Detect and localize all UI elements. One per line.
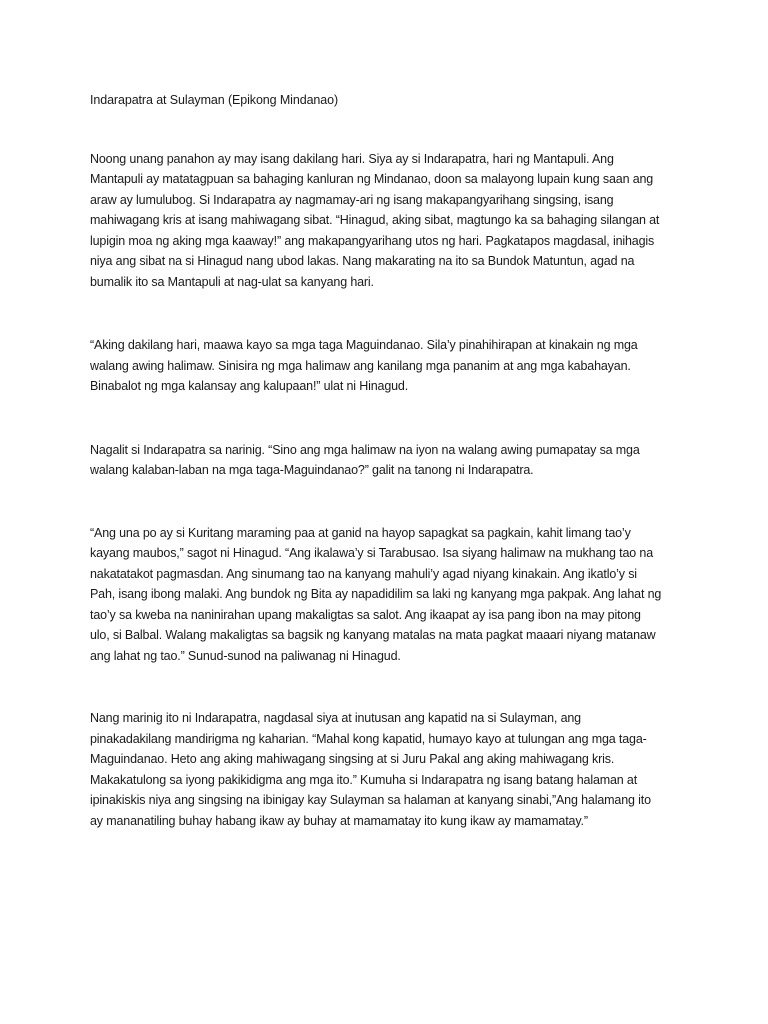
paragraph-2: “Aking dakilang hari, maawa kayo sa mga taga Maguindanao. Sila’y pinahihirapan at kinakain ng mga walang awing halimaw. Sinisira ng mga halimaw ang kanilang mga pananim at ang mga kabahayan. Binabalot ng mga kalansay ang kalupaan!” ulat ni Hinagud. — [90, 338, 638, 393]
document-title: Indarapatra at Sulayman (Epikong Mindanao) — [90, 93, 339, 107]
document-body — [90, 90, 675, 831]
paragraph-5: Nang marinig ito ni Indarapatra, nagdasal siya at inutusan ang kapatid na si Sulayman, ang pinakadakilang mandirigma ng kaharian. “Mahal kong kapatid, humayo kayo at tulungan ang mga taga- Maguindanao. Heto ang aking mahiwagang singsing at si Juru Pakal ang aking mahiwagang kris. Makakatulong sa iyong pakikidigma ang mga ito.” Kumuha si Indarapatra ng isang batang halaman at ipinakiskis niya ang singsing na ibinigay kay Sulayman sa halaman at kanyang sinabi,”Ang halamang ito ay mananatiling buhay habang ikaw ay buhay at mamamatay ito kung ikaw ay mamamatay.” — [90, 711, 651, 828]
paragraph-4: “Ang una po ay si Kuritang maraming paa at ganid na hayop sapagkat sa pagkain, kahit limang tao’y kayang maubos,” sagot ni Hinagud. “Ang ikalawa’y si Tarabusao. Isa siyang halimaw na mukhang tao na nakatatakot pagmasdan. Ang sinumang tao na kanyang mahuli’y agad niyang kinakain. Ang ikatlo’y si Pah, isang ibong malaki. Ang bundok ng Bita ay napadidilim sa laki ng kanyang mga pakpak. Ang lahat ng tao’y sa kweba na naninirahan upang makaligtas sa salot. Ang ikaapat ay isa pang ibon na may pitong ulo, si Balbal. Walang makaligtas sa bagsik ng kanyang matalas na mata pagkat maaari niyang matanaw ang lahat ng tao.” Sunud-sunod na paliwanag ni Hinagud. — [90, 525, 662, 663]
paragraph-1: Noong unang panahon ay may isang dakilang hari. Siya ay si Indarapatra, hari ng Mantapuli. Ang Mantapuli ay matatagpuan sa bahaging kanluran ng Mindanao, doon sa malayong lupain kung saan ang araw ay lumulubog. Si Indarapatra ay nagmamay-ari ng isang makapangyarihang singsing, isang mahiwagang kris at isang mahiwagang sibat. “Hinagud, aking sibat, magtungo ka sa bahaging silangan at lupigin moa ng aking mga kaaway!” ang makapangyarihang utos ng hari. Pagkatapos magdasal, inihagis niya ang sibat na si Hinagud nang ubod lakas. Nang makarating na ito sa Bundok Matuntun, agad na bumalik ito sa Mantapuli at nag-ulat sa kanyang hari. — [90, 151, 660, 289]
paragraph-3: Nagalit si Indarapatra sa narinig. “Sino ang mga halimaw na iyon na walang awing pumapatay sa mga walang kalaban-laban na mga taga-Maguindanao?” galit na tanong ni Indarapatra. — [90, 442, 640, 477]
